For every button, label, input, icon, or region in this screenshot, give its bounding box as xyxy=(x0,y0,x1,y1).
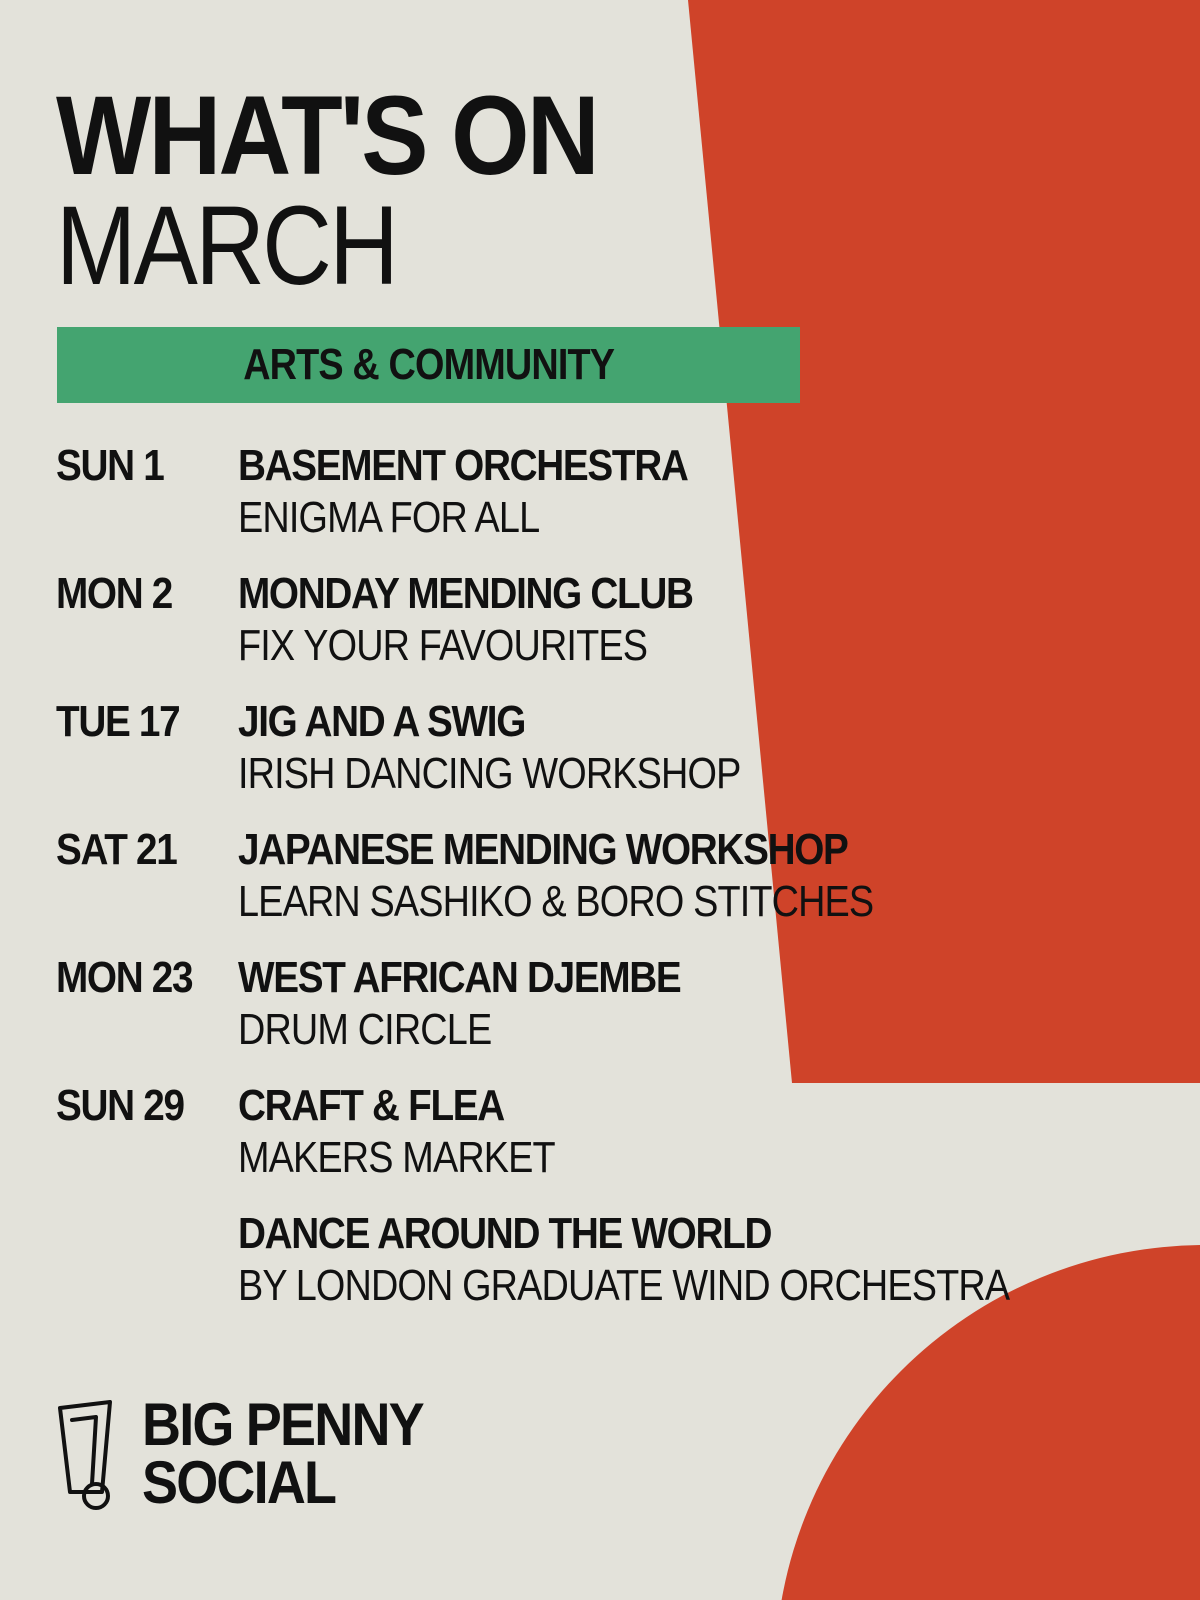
event-subtitle: LEARN SASHIKO & BORO STITCHES xyxy=(238,877,874,926)
event-date: SUN 29 xyxy=(56,1081,184,1130)
event-title: JAPANESE MENDING WORKSHOP xyxy=(238,825,848,874)
event-title: MONDAY MENDING CLUB xyxy=(238,569,693,618)
event-item xyxy=(56,1080,1156,1208)
event-details xyxy=(238,568,755,672)
event-subtitle: BY LONDON GRADUATE WIND ORCHESTRA xyxy=(238,1261,1010,1310)
pint-glass-logo-icon xyxy=(56,1400,120,1512)
event-item xyxy=(56,952,1156,1080)
event-details xyxy=(238,1080,606,1184)
event-subtitle: IRISH DANCING WORKSHOP xyxy=(238,749,741,798)
brand-name xyxy=(142,1391,423,1516)
event-subtitle: FIX YOUR FAVOURITES xyxy=(238,621,648,670)
event-details xyxy=(238,696,822,800)
event-date: MON 2 xyxy=(56,569,173,618)
event-title: CRAFT & FLEA xyxy=(238,1081,504,1130)
event-date: SUN 1 xyxy=(56,441,164,490)
event-title: JIG AND A SWIG xyxy=(238,697,525,746)
brand-name-line2: SOCIAL xyxy=(142,1449,336,1516)
brand-block xyxy=(56,1391,476,1516)
event-title: DANCE AROUND THE WORLD xyxy=(238,1209,772,1258)
page-title: WHAT'S ON xyxy=(56,73,597,198)
event-item xyxy=(56,1208,1156,1336)
event-item xyxy=(56,824,1156,952)
event-details xyxy=(238,952,741,1056)
category-banner xyxy=(57,327,800,403)
event-subtitle: DRUM CIRCLE xyxy=(238,1005,492,1054)
events-list xyxy=(56,440,1156,1336)
event-item xyxy=(56,696,1156,824)
event-date: MON 23 xyxy=(56,953,193,1002)
event-subtitle: ENIGMA FOR ALL xyxy=(238,493,540,542)
page-subtitle-month: MARCH xyxy=(56,183,397,308)
brand-name-line1: BIG PENNY xyxy=(142,1391,423,1458)
event-date: SAT 21 xyxy=(56,825,177,874)
event-details xyxy=(238,1208,1135,1312)
event-item xyxy=(56,568,1156,696)
event-date: TUE 17 xyxy=(56,697,180,746)
category-label: ARTS & COMMUNITY xyxy=(243,340,614,389)
event-details xyxy=(238,440,749,544)
event-item xyxy=(56,440,1156,568)
event-title: WEST AFRICAN DJEMBE xyxy=(238,953,681,1002)
event-details xyxy=(238,824,977,928)
event-subtitle: MAKERS MARKET xyxy=(238,1133,555,1182)
event-title: BASEMENT ORCHESTRA xyxy=(238,441,688,490)
